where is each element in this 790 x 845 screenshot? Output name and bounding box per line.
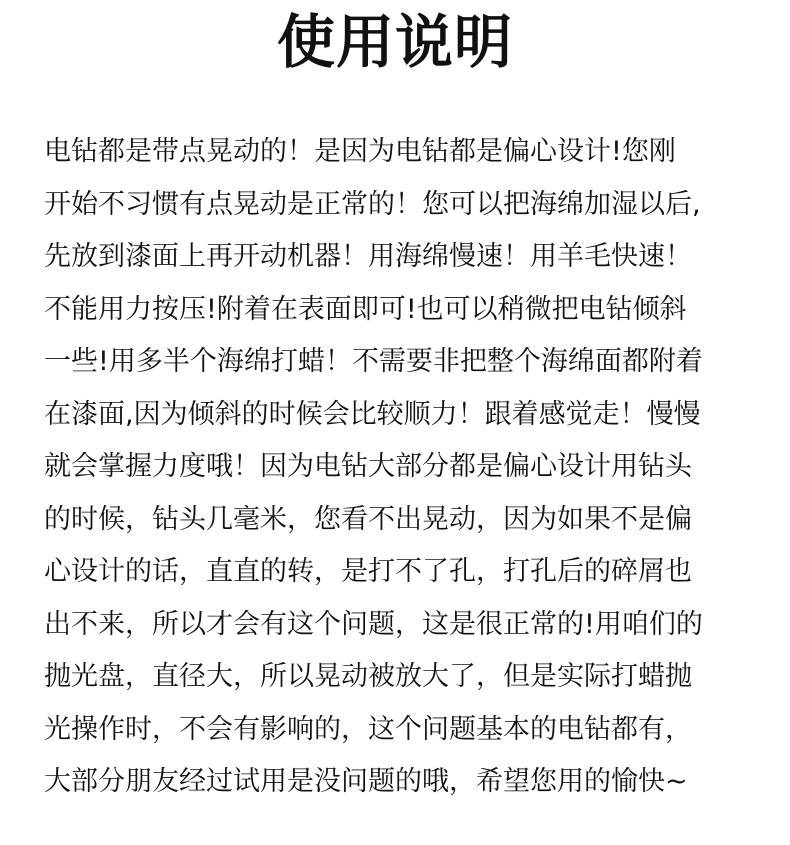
instructions-body bbox=[44, 126, 774, 809]
instruction-line: 光操作时，不会有影响的，这个问题基本的电钻都有， bbox=[44, 713, 692, 745]
instruction-line: 就会掌握力度哦！因为电钻大部分都是偏心设计用钻头 bbox=[44, 451, 692, 482]
instruction-line: 出不来，所以才会有这个问题，这是很正常的!用咱们的 bbox=[44, 608, 703, 640]
instruction-line: 抛光盘，直径大，所以晃动被放大了，但是实际打蜡抛 bbox=[44, 661, 692, 692]
instruction-line: 开始不习惯有点晃动是正常的！您可以把海绵加湿以后, bbox=[44, 188, 701, 220]
instruction-line: 心设计的话，直直的转，是打不了孔，打孔后的碎屑也 bbox=[44, 556, 692, 587]
instruction-line: 的时候，钻头几毫米，您看不出晃动，因为如果不是偏 bbox=[44, 503, 692, 535]
instruction-line: 在漆面,因为倾斜的时候会比较顺力！跟着感觉走！慢慢 bbox=[44, 398, 701, 430]
instruction-line: 大部分朋友经过试用是没问题的哦，希望您用的愉快~ bbox=[44, 766, 688, 797]
instruction-line: 不能用力按压!附着在表面即可!也可以稍微把电钻倾斜 bbox=[44, 293, 687, 325]
instruction-line: 先放到漆面上再开动机器！用海绵慢速！用羊毛快速！ bbox=[44, 241, 692, 272]
instruction-line: 一些!用多半个海绵打蜡！不需要非把整个海绵面都附着 bbox=[44, 346, 703, 377]
instruction-line: 电钻都是带点晃动的！是因为电钻都是偏心设计!您刚 bbox=[44, 136, 676, 167]
page-title: 使用说明 bbox=[276, 8, 513, 76]
